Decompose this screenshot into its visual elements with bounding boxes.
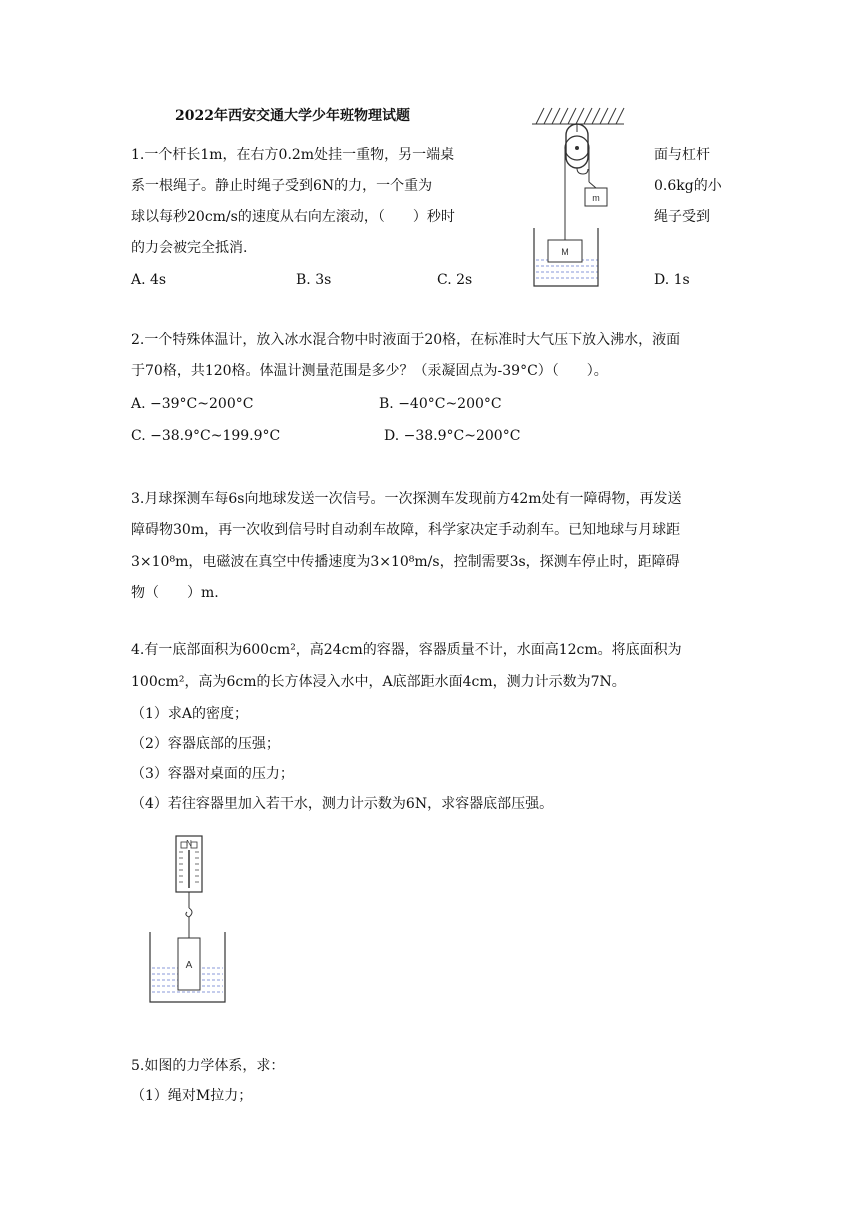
q1-option-c: C. 2s <box>437 272 473 288</box>
q1-option-b: B. 3s <box>296 272 332 288</box>
ceiling-hatch <box>532 108 624 124</box>
q1-line1a: 1.一个杆长1m，在右方0.2m处挂一重物，另一端桌 <box>131 147 455 163</box>
q3-line4: 物（ ）m. <box>131 585 219 601</box>
q2-option-d: D. −38.9°C~200°C <box>384 428 521 444</box>
spring-scale-figure <box>145 828 230 1006</box>
q5-sub1: （1）绳对M拉力； <box>131 1088 253 1104</box>
q1-line1b: 面与杠杆 <box>654 147 710 163</box>
q4-sub2: （2）容器底部的压强； <box>131 736 280 752</box>
pulley-figure <box>528 102 628 292</box>
q4-sub3: （3）容器对桌面的压力； <box>131 766 294 782</box>
q4-line2: 100cm²，高为6cm的长方体浸入水中，A底部距水面4cm，测力计示数为7N。 <box>131 674 626 690</box>
q1-line3a: 球以每秒20cm/s的速度从右向左滚动，（ ）秒时 <box>131 209 455 225</box>
q3-line3: 3×10⁸m，电磁波在真空中传播速度为3×10⁸m/s，控制需要3s，探测车停止时，距障碍 <box>131 554 680 570</box>
big-mass-label: M <box>561 247 569 257</box>
q1-line2b: 0.6kg的小 <box>654 178 722 194</box>
q2-line1: 2.一个特殊体温计，放入冰水混合物中时液面于20格，在标准时大气压下放入沸水，液面 <box>131 332 681 348</box>
small-mass-label: m <box>592 193 600 203</box>
q2-option-c: C. −38.9°C~199.9°C <box>131 428 281 444</box>
q1-line4: 的力会被完全抵消. <box>131 240 248 256</box>
q3-line1: 3.月球探测车每6s向地球发送一次信号。一次探测车发现前方42m处有一障碍物，再发送 <box>131 491 682 507</box>
q2-line2: 于70格，共120格。体温计测量范围是多少？（汞凝固点为-39°C）（ ）。 <box>131 363 608 379</box>
q1-line3b: 绳子受到 <box>654 209 710 225</box>
scale-hook <box>186 908 192 917</box>
q3-line2: 障碍物30m，再一次收到信号时自动刹车故障，科学家决定手动刹车。已知地球与月球距 <box>131 522 681 538</box>
scale-label-n: N <box>186 839 192 848</box>
block-a-label: A <box>185 960 193 971</box>
q4-line1: 4.有一底部面积为600cm²，高24cm的容器，容器质量不计，水面高12cm。将底面积为 <box>131 642 682 658</box>
water-lines <box>536 260 598 278</box>
q2-option-b: B. −40°C~200°C <box>379 396 502 412</box>
q4-sub4: （4）若往容器里加入若干水，测力计示数为6N，求容器底部压强。 <box>131 796 554 812</box>
q4-sub1: （1）求A的密度； <box>131 706 249 722</box>
q1-line2a: 系一根绳子。静止时绳子受到6N的力，一个重为 <box>131 178 433 194</box>
q5-line1: 5.如图的力学体系，求： <box>131 1058 285 1074</box>
page-title: 2022年西安交通大学少年班物理试题 <box>175 108 410 124</box>
q1-option-a: A. 4s <box>131 272 167 288</box>
q1-option-d: D. 1s <box>654 272 690 288</box>
q2-option-a: A. −39°C~200°C <box>131 396 254 412</box>
